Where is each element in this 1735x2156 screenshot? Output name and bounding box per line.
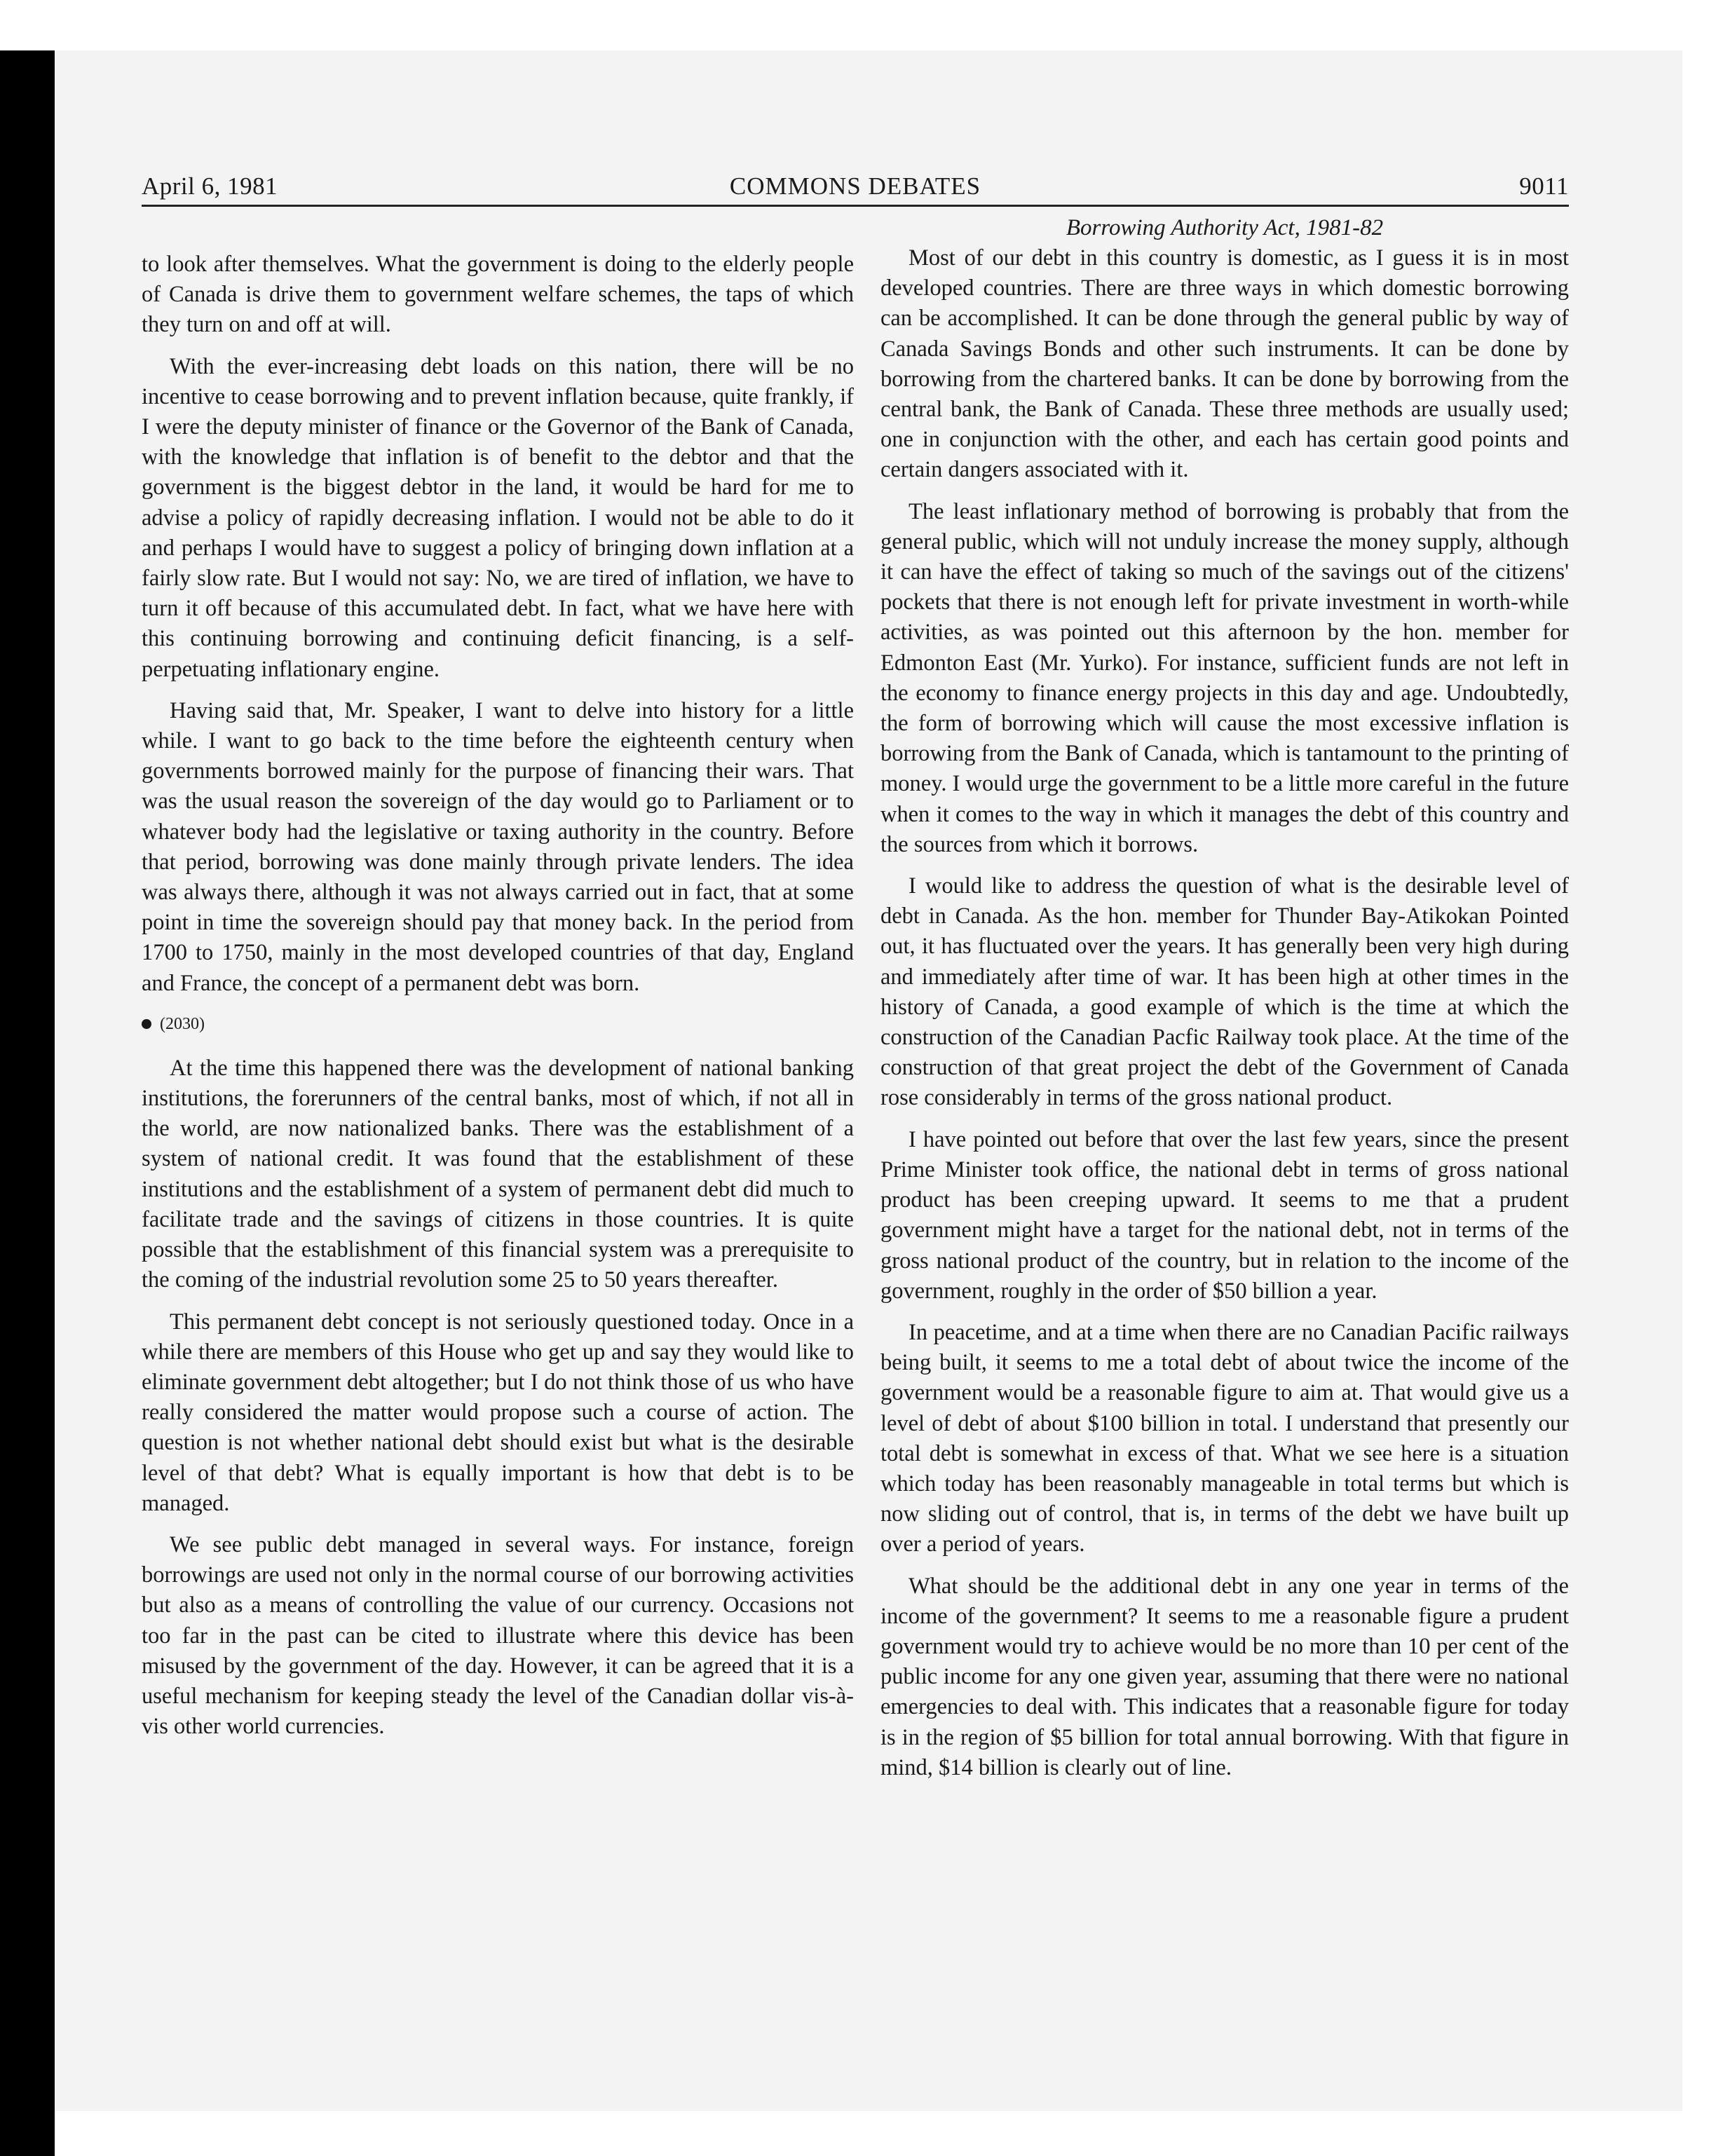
paragraph: At the time this happened there was the development of national banking institutions, the forerunners of the central banks, most of which, if not all in the world, are now nationalized banks. There was the establishment of a system of national credit. It was found that the establishment of these institutions and the establishment of a system of permanent debt did much to facilitate trade and the savings of citizens in those countries. It is quite possible that the establishment of this financial system was a prerequisite to the coming of the industrial revolution some 25 to 50 years thereafter. xyxy=(142,1055,854,1293)
paragraph: to look after themselves. What the government is doing to the elderly people of Canada is drive them to government welfare schemes, the taps of which they turn on and off at will. xyxy=(142,252,854,338)
paragraph: I would like to address the question of what is the desirable level of debt in Canada. As the hon. member for Thunder Bay-Atikokan Pointed out, it has fluctuated over the years. It has generally been very high during and immediately after time of war. It has been high at other times in the history of Canada, a good example of which is the time at which the construction of the Canadian Pacfic Railway took place. At the time of the construction of that great project the debt of the Government of Canada rose considerably in terms of the gross national product. xyxy=(880,873,1569,1111)
paragraph: What should be the additional debt in any one year in terms of the income of the government? It seems to me a reasonable figure a prudent government would try to achieve would be no more than 10 per cent of the public income for any one given year, assuming that there were no national emergencies to deal with. This indicates that a reasonable figure for today is in the region of $5 billion for total annual borrowing. With that figure in mind, $14 billion is clearly out of line. xyxy=(880,1573,1569,1780)
page-header xyxy=(142,168,1569,207)
header-date: April 6, 1981 xyxy=(142,172,278,200)
time-marker-label: (2030) xyxy=(160,1014,205,1033)
paragraph: The least inflationary method of borrowing is probably that from the general public, which will not unduly increase the money supply, although it can have the effect of taking so much of the savings out of the citizens' pockets that there is not enough left for private investment in worth-while activities, as was pointed out this afternoon by the hon. member for Edmonton East (Mr. Yurko). For instance, sufficient funds are not left in the economy to finance energy projects in this day and age. Undoubtedly, the form of borrowing which will cause the most excessive inflation is borrowing from the Bank of Canada, which is tantamount to the printing of money. I would urge the government to be a little more careful in the future when it comes to the way in which it manages the debt of this country and the sources from which it borrows. xyxy=(880,498,1569,857)
paragraph: With the ever-increasing debt loads on this nation, there will be no incentive to cease borrowing and to prevent inflation because, quite frankly, if I were the deputy minister of finance or the Governor of the Bank of Canada, with the knowledge that inflation is of benefit to the debtor and that the government is the biggest debtor in the land, it would be hard for me to advise a policy of rapidly decreasing inflation. I would not be able to do it and perhaps I would have to suggest a policy of bringing down inflation at a fairly slow rate. But I would not say: No, we are tired of inflation, we have to turn it off because of this accumulated debt. In fact, what we have here with this continuing borrowing and continuing deficit financing, is a self-perpetuating inflationary engine. xyxy=(142,353,854,682)
time-marker xyxy=(142,1010,854,1038)
left-column xyxy=(142,250,854,1753)
scan-top-margin xyxy=(0,0,1735,50)
right-column xyxy=(880,212,1569,1794)
paragraph: In peacetime, and at a time when there are no Canadian Pacific railways being built, it seems to me a total debt of about twice the income of the government would be a reasonable figure to aim at. That would give us a level of debt of about $100 billion in total. I understand that presently our total debt is somewhat in excess of that. What we see here is a situation which today has been reasonably manageable in total terms but which is now sliding out of control, that is, in terms of the debt we have built up over a period of years. xyxy=(880,1319,1569,1557)
paragraph: Most of our debt in this country is domestic, as I guess it is in most developed countries. There are three ways in which domestic borrowing can be accomplished. It can be done through the general public by way of Canada Savings Bonds and other such instruments. It can be done by borrowing from the chartered banks. It can be done by borrowing from the central bank, the Bank of Canada. These three methods are usually used; one in conjunction with the other, and each has certain good points and certain dangers associated with it. xyxy=(880,245,1569,483)
paragraph: I have pointed out before that over the last few years, since the present Prime Minister took office, the national debt in terms of gross national product has been creeping upward. It seems to me that a prudent government might have a target for the national debt, not in terms of the gross national product of the country, but in relation to the income of the government, roughly in the order of $50 billion a year. xyxy=(880,1126,1569,1304)
header-title: COMMONS DEBATES xyxy=(729,172,981,200)
running-title: Borrowing Authority Act, 1981-82 xyxy=(1066,215,1384,240)
scan-left-border xyxy=(0,0,55,2156)
bullet-icon xyxy=(142,1019,151,1029)
paragraph: This permanent debt concept is not seriously questioned today. Once in a while there are members of this House who get up and say they would like to eliminate government debt altogether; but I do not think those of us who have really considered the matter would propose such a course of action. The question is not whether national debt should exist but what is the desirable level of that debt? What is equally important is how that debt is to be managed. xyxy=(142,1309,854,1516)
paragraph: We see public debt managed in several ways. For instance, foreign borrowings are used not only in the normal course of our borrowing activities but also as a means of controlling the value of our currency. Occasions not too far in the past can be cited to illustrate where this device has been misused by the government of the day. However, it can be agreed that it is a useful mechanism for keeping steady the level of the Canadian dollar vis-à-vis other world currencies. xyxy=(142,1531,854,1740)
paragraph: Having said that, Mr. Speaker, I want to delve into history for a little while. I want to go back to the time before the eighteenth century when governments borrowed mainly for the purpose of financing their wars. That was the usual reason the sovereign of the day would go to Parliament or to whatever body had the legislative or taxing authority in the country. Before that period, borrowing was done mainly through private lenders. The idea was always there, although it was not always carried out in fact, that at some point in time the sovereign should pay that money back. In the period from 1700 to 1750, mainly in the most developed countries of that day, England and France, the concept of a permanent debt was born. xyxy=(142,697,854,996)
header-page-number: 9011 xyxy=(1519,172,1569,200)
